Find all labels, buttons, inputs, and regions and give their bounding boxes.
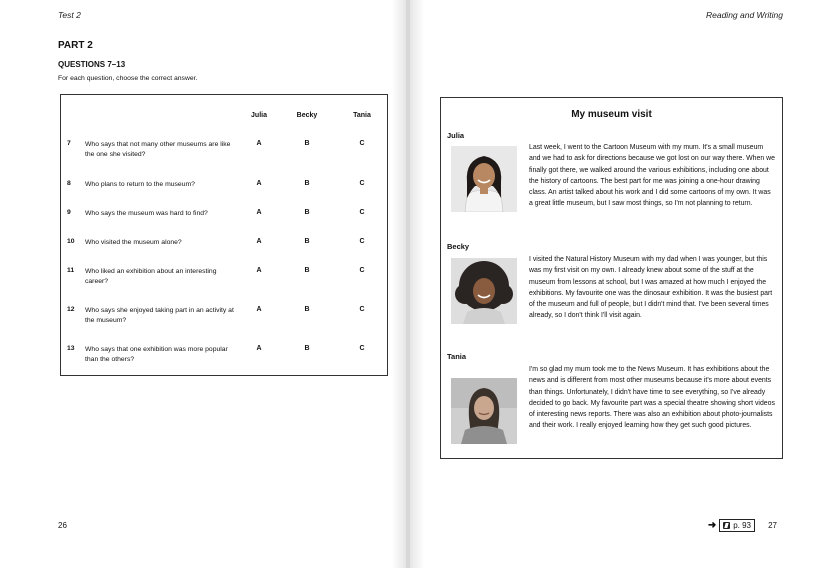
answer-option-c[interactable]: C <box>359 209 365 216</box>
answer-option-a[interactable]: A <box>256 238 262 245</box>
page-reference-label: p. 93 <box>733 521 751 530</box>
question-text: Who visited the museum alone? <box>85 239 182 246</box>
question-text: Who says she enjoyed taking part in an activity at the museum? <box>85 307 234 324</box>
answer-option-a[interactable]: A <box>256 180 262 187</box>
question-text: Who says that not many other museums are like the one she visited? <box>85 141 231 158</box>
answer-option-b[interactable]: B <box>304 180 310 187</box>
answer-option-a[interactable]: A <box>256 345 262 352</box>
reading-text-box <box>440 97 783 459</box>
answer-option-c[interactable]: C <box>359 345 365 352</box>
question-number: 11 <box>67 267 75 274</box>
gutter-shadow <box>392 0 406 568</box>
answer-option-c[interactable]: C <box>359 267 365 274</box>
photo-julia <box>451 146 517 212</box>
instruction-text: For each question, choose the correct answer. <box>58 75 198 82</box>
part-title: PART 2 <box>58 40 93 51</box>
page-reference[interactable] <box>708 519 755 532</box>
person-name-julia: Julia <box>447 131 465 140</box>
person-name-tania: Tania <box>447 352 467 361</box>
answer-option-a[interactable]: A <box>256 306 262 313</box>
question-number: 13 <box>67 345 75 352</box>
answer-option-c[interactable]: C <box>359 180 365 187</box>
answer-option-c[interactable]: C <box>359 140 365 147</box>
answer-option-c[interactable]: C <box>359 306 365 313</box>
reading-title: My museum visit <box>571 109 652 120</box>
questions-table <box>60 94 388 376</box>
answer-option-b[interactable]: B <box>304 267 310 274</box>
column-header-becky: Becky <box>296 112 318 119</box>
gutter-shadow <box>410 0 424 568</box>
photo-tania <box>451 378 517 444</box>
column-header-julia: Julia <box>251 112 267 119</box>
right-page <box>410 0 817 568</box>
running-head-left: Test 2 <box>58 10 81 20</box>
questions-label: QUESTIONS 7–13 <box>58 60 126 69</box>
question-text: Who says that one exhibition was more popular than the others? <box>85 346 228 363</box>
question-number: 8 <box>67 180 71 187</box>
question-text: Who liked an exhibition about an interesting career? <box>85 268 217 285</box>
running-head-right: Reading and Writing <box>705 10 783 20</box>
paragraph-becky: I visited the Natural History Museum with my dad when I was younger, but this was my first visit on my own. I already knew about some of the stuff at the museum from lessons at school, but I was amazed at how much I enjoyed the exhibitions. My favourite one was the dinosaur exhibition. It was the busiest part of the museum and full of people, but I didn't mind that. I've been several times already, so I don't think I'll visit again. <box>529 256 773 320</box>
photo-becky <box>451 258 517 324</box>
question-number: 10 <box>67 238 75 245</box>
page-number-right: 27 <box>768 521 777 530</box>
question-text: Who plans to return to the museum? <box>85 181 195 188</box>
answer-option-b[interactable]: B <box>304 306 310 313</box>
book-icon <box>723 522 730 529</box>
arrow-right-icon: ➜ <box>707 520 717 531</box>
column-header-tania: Tania <box>353 112 371 119</box>
left-page <box>0 0 406 568</box>
answer-option-b[interactable]: B <box>304 345 310 352</box>
question-number: 12 <box>67 306 75 313</box>
question-number: 7 <box>67 140 71 147</box>
paragraph-tania: I'm so glad my mum took me to the News Museum. It has exhibitions about the news and is different from most other museums because it's more about events than things. Unfortunately, I didn't have time to see everything, so I've already decided to go back. My favourite part was a special theatre showing short videos of interesting news reports. There was also an exhibition about photo-journalists and their work. I really enjoyed learning how they get such good pictures. <box>529 366 775 430</box>
answer-option-b[interactable]: B <box>304 238 310 245</box>
answer-option-b[interactable]: B <box>304 209 310 216</box>
answer-option-a[interactable]: A <box>256 267 262 274</box>
question-text: Who says the museum was hard to find? <box>85 210 208 217</box>
answer-option-c[interactable]: C <box>359 238 365 245</box>
question-number: 9 <box>67 209 71 216</box>
page-number-left: 26 <box>58 521 67 530</box>
page-reference-box[interactable] <box>719 519 755 532</box>
answer-option-a[interactable]: A <box>256 209 262 216</box>
person-name-becky: Becky <box>447 242 470 251</box>
answer-option-a[interactable]: A <box>256 140 262 147</box>
answer-option-b[interactable]: B <box>304 140 310 147</box>
paragraph-julia: Last week, I went to the Cartoon Museum with my mum. It's a small museum and we had to ask for directions because we got lost on our way there. When we finally got there, we walked around the various exhibitions, including one about the history of cartoons. The best part for me was joining a one-hour drawing class. An artist talked about his work and I did some cartoons of my own. It was a great little museum, but I saw most things, so I'm not planning to return. <box>529 144 775 208</box>
